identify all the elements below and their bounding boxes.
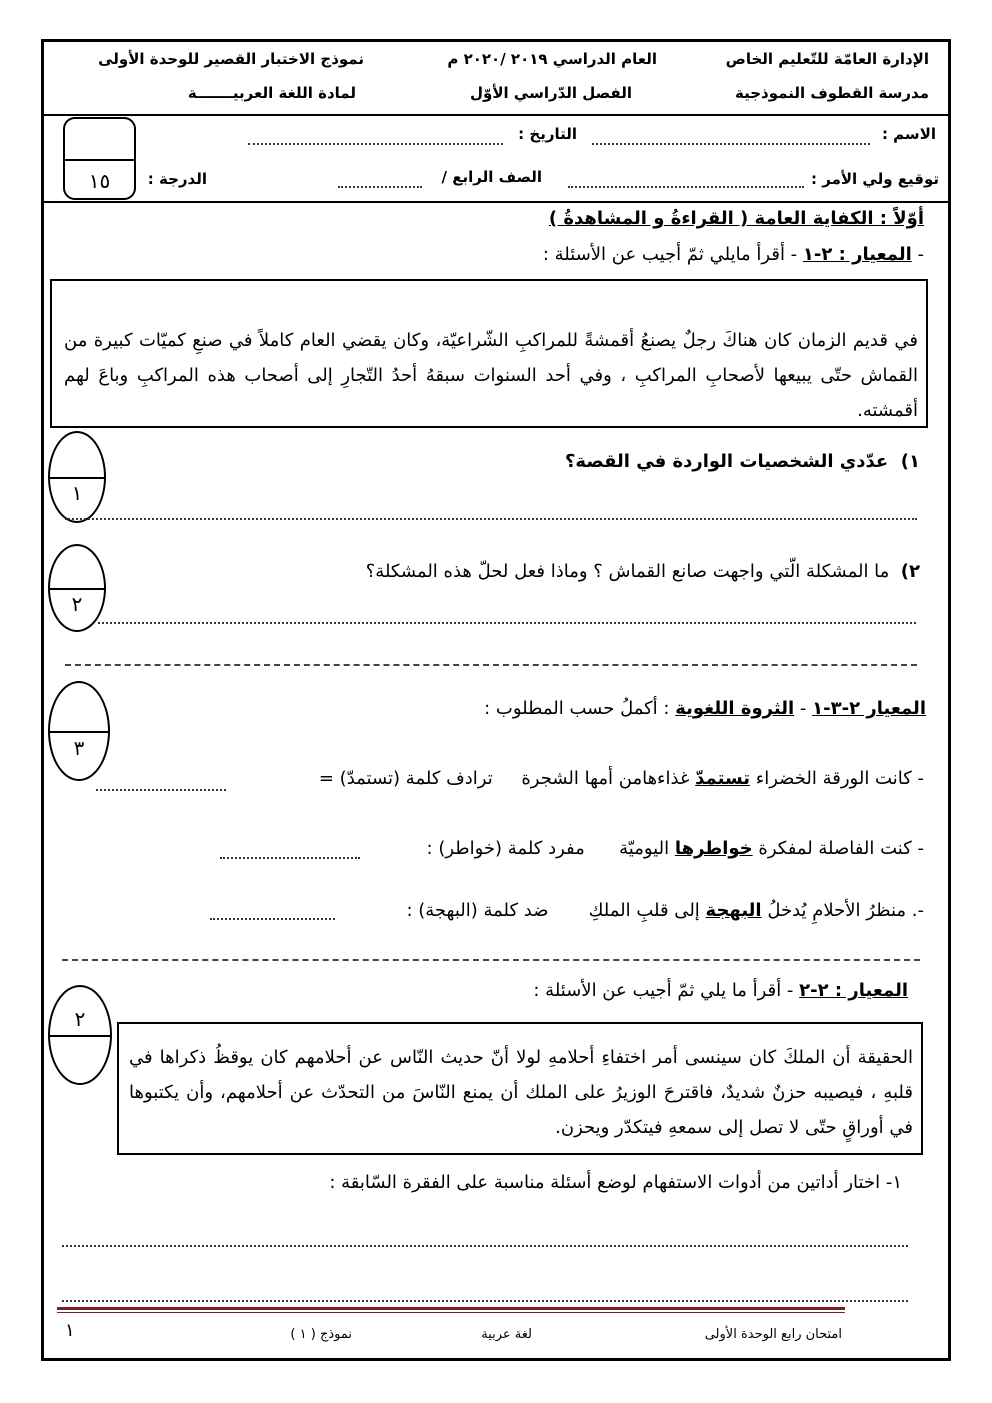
criterion-text: - أقرأ مايلي ثمّ أجيب عن الأسئلة : xyxy=(542,244,798,265)
date-field[interactable] xyxy=(248,143,503,145)
footer-bar xyxy=(57,1307,845,1310)
passage-box-2 xyxy=(117,1022,923,1155)
guardian-field[interactable] xyxy=(568,186,804,188)
score-circle-q2: ٢ xyxy=(48,544,106,632)
name-label: الاسم : xyxy=(881,125,936,143)
subject-title: لمادة اللغة العربيـــــــة xyxy=(187,84,356,102)
answer-line-q1[interactable] xyxy=(65,518,917,520)
score-circle-vocab: ٣ xyxy=(48,681,110,781)
academic-year: العام الدراسي ٢٠١٩ /٢٠٢٠ م xyxy=(447,50,657,68)
info-divider xyxy=(41,201,951,203)
answer-line-s3-2[interactable] xyxy=(62,1300,908,1302)
passage-box-1 xyxy=(50,279,928,428)
name-field[interactable] xyxy=(592,143,870,145)
vocab-answer-3[interactable] xyxy=(210,918,335,920)
section3-question-1: ١- اختار أداتين من أدوات الاستفهام لوضع أسئلة مناسبة على الفقرة السّابقة : xyxy=(329,1172,902,1193)
footer-exam: امتحان رابع الوحدة الأولى xyxy=(704,1327,842,1342)
grade-label: الدرجة : xyxy=(147,170,207,188)
footer-model: نموذج ( ١ ) xyxy=(290,1327,352,1342)
score-circle-reading2: ٢ xyxy=(48,985,112,1085)
section2-criterion: المعيار ٢-٣-١ - الثروة اللغوية : أكملُ حسب المطلوب : xyxy=(484,698,926,719)
question-1: ١) عدّدي الشخصيات الواردة في القصة؟ xyxy=(564,451,920,472)
passage-2: الحقيقة أن الملكَ كان سينسى أمر اختفاءِ أحلامهِ لولا أنّ حديث النّاس عن أحلامهم كان يوقظُ ذكراها في قلبهِ ، فيصيبه حزنٌ شديدٌ، فاقترحَ الوزيرُ على الملك أن يمنع النّاسَ من التحدّث عن أحلامهم، وأن يكتبوها في أوراقٍ حتّى لا تصل إلى سمعهِ فيتكدّر ويحزن. xyxy=(129,1047,913,1138)
header-divider xyxy=(41,114,951,116)
class-field[interactable] xyxy=(338,186,422,188)
score-circle-q1: ١ xyxy=(48,431,106,523)
vocab-item-3: -. منظرُ الأحلامِ يُدخلُ البهجة إلى قلبِ الملكِ ضد كلمة (البهجة) : xyxy=(406,900,924,921)
section3-criterion: المعيار : ٢-٢ - أقرأ ما يلي ثمّ أجيب عن الأسئلة : xyxy=(533,980,908,1001)
class-label: الصف الرابع / xyxy=(441,168,542,186)
footer-bar-thin xyxy=(57,1312,845,1313)
passage-1: في قديم الزمان كان هناكَ رجلٌ يصنعُ أقمشةً للمراكبِ الشّراعيّة، وكان يقضي العام كاملاً في صنعِ كميّات كبيرة من القماش حتّى يبيعها لأصحابِ المراكبِ ، وفي أحد السنوات سبقهُ أحدُ التّجارِ إلى أصحاب هذه المراكبِ وباعَ لهم أقمشته. xyxy=(64,330,918,421)
page-number: ١ xyxy=(65,1320,75,1341)
vocab-item-1: - كانت الورقة الخضراء تستمدّ غذاءهامن أمها الشجرة ترادف كلمة (تستمدّ) = xyxy=(318,768,924,789)
exam-title: نموذج الاختبار القصير للوحدة الأولى xyxy=(98,50,364,68)
semester: الفصل الدّراسي الأوّل xyxy=(470,84,632,102)
vocab-answer-2[interactable] xyxy=(220,857,360,859)
question-2: ٢) ما المشكلة الّتي واجهت صانع القماش ؟ وماذا فعل لحلّ هذه المشكلة؟ xyxy=(365,561,920,582)
vocab-answer-1[interactable] xyxy=(96,789,226,791)
section1-heading: أوّلاً : الكفاية العامة ( القراءةُ و المشاهدةُ ) xyxy=(548,208,924,229)
date-label: التاريخ : xyxy=(518,125,577,143)
school-name: مدرسة القطوف النموذجية xyxy=(735,84,929,102)
guardian-label: توقيع ولي الأمر : xyxy=(811,170,939,188)
answer-line-q2[interactable] xyxy=(98,622,916,624)
section-separator-1 xyxy=(65,664,917,666)
grade-total: ١٥ xyxy=(88,169,111,193)
section1-criterion: - المعيار : ٢-١ - أقرأ مايلي ثمّ أجيب عن الأسئلة : xyxy=(542,244,924,265)
footer-subject: لغة عربية xyxy=(481,1327,532,1342)
criterion-label: المعيار : ٢-١ xyxy=(802,244,912,265)
vocab-item-2: - كنت الفاصلة لمفكرة خواطرها اليوميّة مفرد كلمة (خواطر) : xyxy=(426,838,924,859)
section-separator-2 xyxy=(62,959,920,961)
grade-box xyxy=(63,117,136,200)
answer-line-s3-1[interactable] xyxy=(62,1245,908,1247)
admin-name: الإدارة العامّة للتّعليم الخاص xyxy=(725,50,929,68)
